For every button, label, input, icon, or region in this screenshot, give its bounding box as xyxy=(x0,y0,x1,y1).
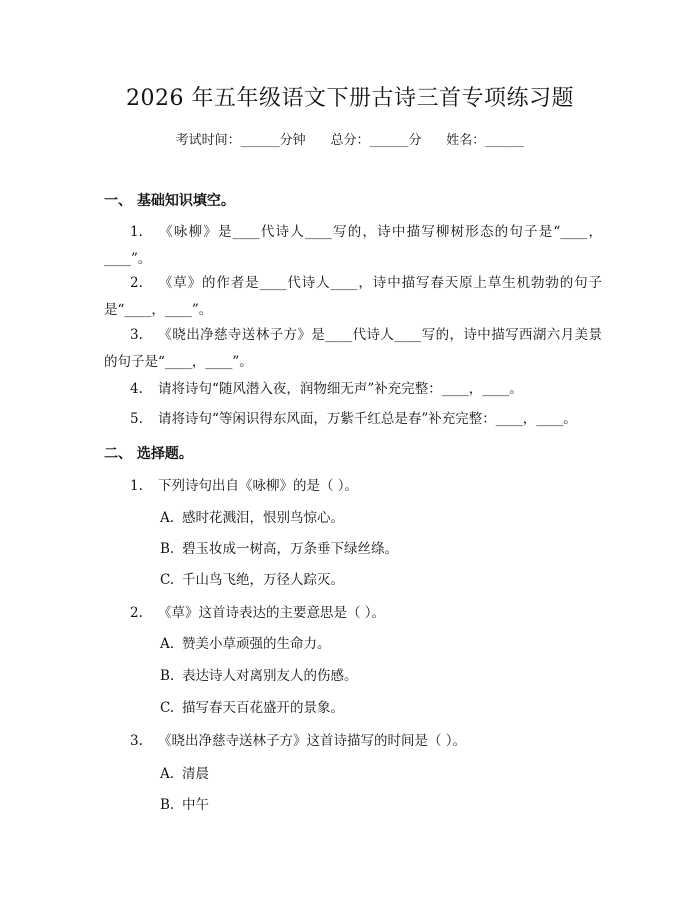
question-text: 《草》这首诗表达的主要意思是（ ）。 xyxy=(158,605,386,621)
option-text: 中午 xyxy=(182,797,209,813)
choice-question-2 xyxy=(130,603,600,623)
option-text: 赞美小草顽强的生命力。 xyxy=(182,636,331,652)
option-letter: A. xyxy=(160,766,175,782)
exam-meta xyxy=(0,131,700,151)
option-letter: C. xyxy=(160,572,175,588)
exam-time: 考试时间：______分钟 xyxy=(175,133,306,148)
option-2a xyxy=(160,634,600,654)
question-text: 《晓出净慈寺送林子方》这首诗描写的时间是（ ）。 xyxy=(158,733,467,749)
option-text: 描写春天百花盛开的景象。 xyxy=(182,700,344,716)
choice-question-3 xyxy=(130,731,600,751)
option-letter: C. xyxy=(160,700,175,716)
question-text: 下列诗句出自《咏柳》的是（ ）。 xyxy=(158,478,359,494)
question-number: 3. xyxy=(130,733,143,749)
option-text: 感时花溅泪，恨别鸟惊心。 xyxy=(182,510,344,526)
option-letter: B. xyxy=(160,797,175,813)
fill-question-5 xyxy=(104,406,602,433)
question-text: 请将诗句“随风潜入夜，润物细无声”补充完整：____，____。 xyxy=(158,381,523,397)
question-number: 5. xyxy=(130,411,143,427)
option-letter: A. xyxy=(160,510,175,526)
option-text: 清晨 xyxy=(182,766,209,782)
option-3a xyxy=(160,764,600,784)
option-3b xyxy=(160,795,600,815)
exam-score: 总分：______分 xyxy=(330,133,422,148)
question-number: 1. xyxy=(130,478,143,494)
option-letter: B. xyxy=(160,668,175,684)
option-text: 千山鸟飞绝，万径人踪灭。 xyxy=(182,572,344,588)
fill-question-4 xyxy=(104,376,602,403)
option-text: 碧玉妆成一树高，万条垂下绿丝绦。 xyxy=(182,541,398,557)
question-text: 请将诗句“等闲识得东风面，万紫千红总是春”补充完整：____，____。 xyxy=(158,411,577,427)
question-number: 2. xyxy=(130,275,143,291)
question-number: 2. xyxy=(130,605,143,621)
question-number: 3. xyxy=(130,327,143,343)
option-1c xyxy=(160,570,600,590)
student-name: 姓名：______ xyxy=(446,133,525,148)
section-heading-2: 二、 选择题。 xyxy=(104,446,193,462)
option-1a xyxy=(160,508,600,528)
fill-question-3 xyxy=(104,322,602,376)
fill-question-1 xyxy=(104,219,602,273)
question-text: 《咏柳》是____代诗人____写的，诗中描写柳树形态的句子是“____，____”。 xyxy=(104,224,602,267)
question-number: 4. xyxy=(130,381,143,397)
option-letter: B. xyxy=(160,541,175,557)
option-1b xyxy=(160,539,600,559)
fill-question-2 xyxy=(104,270,602,324)
question-text: 《草》的作者是____代诗人____，诗中描写春天原上草生机勃勃的句子是“____，____”。 xyxy=(104,275,602,318)
question-text: 《晓出净慈寺送林子方》是____代诗人____写的，诗中描写西湖六月美景的句子是“____，____”。 xyxy=(104,327,602,370)
question-number: 1. xyxy=(130,224,143,240)
page-title: 2026 年五年级语文下册古诗三首专项练习题 xyxy=(126,86,574,111)
option-2b xyxy=(160,666,600,686)
section-heading-1: 一、 基础知识填空。 xyxy=(104,193,235,209)
option-2c xyxy=(160,698,600,718)
option-text: 表达诗人对离别友人的伤感。 xyxy=(182,668,358,684)
choice-question-1 xyxy=(130,476,600,496)
option-letter: A. xyxy=(160,636,175,652)
